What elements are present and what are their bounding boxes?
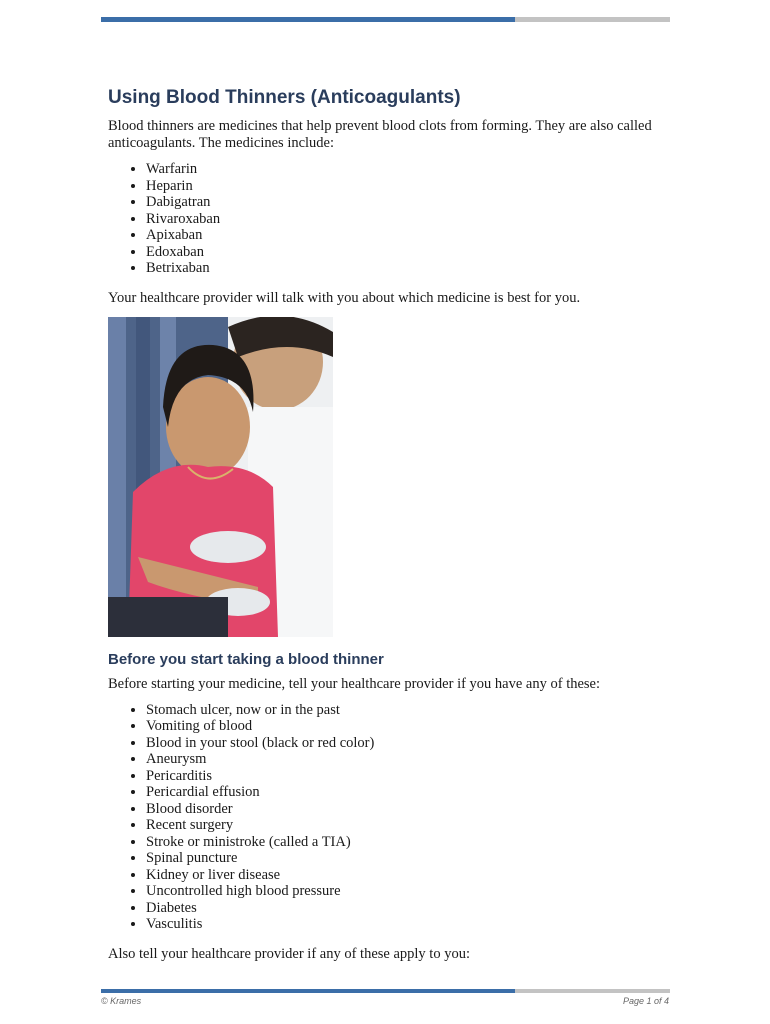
list-item: • Spinal puncture <box>146 850 668 867</box>
list-item: • Stomach ulcer, now or in the past <box>146 702 668 719</box>
header-accent-bar <box>101 17 670 22</box>
list-item: • Warfarin <box>146 161 668 178</box>
footer-accent-bar <box>101 989 670 993</box>
footer-accent-blue <box>101 989 515 993</box>
patient-photo <box>108 317 333 637</box>
also-tell-paragraph: Also tell your healthcare provider if any of these apply to you: <box>108 945 470 962</box>
list-item: • Uncontrolled high blood pressure <box>146 883 668 900</box>
list-item: • Pericarditis <box>146 768 668 785</box>
list-item: • Stroke or ministroke (called a TIA) <box>146 834 668 851</box>
list-item: • Heparin <box>146 178 668 195</box>
list-item: • Recent surgery <box>146 817 668 834</box>
list-item: • Apixaban <box>146 227 668 244</box>
list-item: • Aneurysm <box>146 751 668 768</box>
list-item: • Blood in your stool (black or red color) <box>146 735 668 752</box>
footer-accent-grey <box>515 989 670 993</box>
list-item: • Rivaroxaban <box>146 211 668 228</box>
list-item: • Kidney or liver disease <box>146 867 668 884</box>
page-title: Using Blood Thinners (Anticoagulants) <box>108 87 461 108</box>
section-intro: Before starting your medicine, tell your healthcare provider if you have any of these: <box>108 675 601 692</box>
list-item: • Edoxaban <box>146 244 668 261</box>
header-accent-grey <box>515 17 670 22</box>
header-accent-blue <box>101 17 515 22</box>
footer-copyright: © Krames <box>101 996 142 1006</box>
list-item: • Vomiting of blood <box>146 718 668 735</box>
medicine-list <box>108 161 668 277</box>
condition-list <box>108 702 668 933</box>
list-item: • Betrixaban <box>146 260 668 277</box>
list-item: • Diabetes <box>146 900 668 917</box>
provider-note: Your healthcare provider will talk with you about which medicine is best for you. <box>108 289 581 306</box>
photo-illustration <box>108 317 333 637</box>
intro-paragraph: Blood thinners are medicines that help prevent blood clots from forming. They are also called anticoagulants. The medicines include: <box>108 118 652 151</box>
document-body <box>108 86 668 963</box>
list-item: • Pericardial effusion <box>146 784 668 801</box>
list-item: • Dabigatran <box>146 194 668 211</box>
section-heading: Before you start taking a blood thinner <box>108 650 384 668</box>
list-item: • Vasculitis <box>146 916 668 933</box>
list-item: • Blood disorder <box>146 801 668 818</box>
footer-page-number: Page 1 of 4 <box>622 996 669 1006</box>
